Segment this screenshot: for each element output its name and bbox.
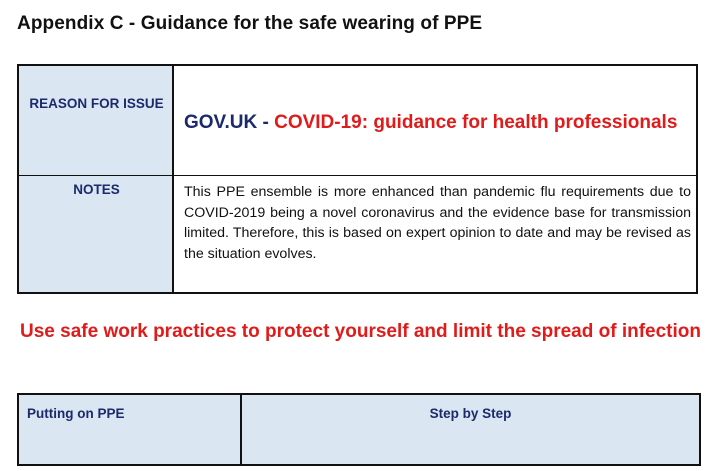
step-by-step-header: Step by Step: [429, 406, 512, 421]
steps-table: [17, 393, 701, 466]
row-divider: [19, 175, 696, 176]
putting-on-ppe-header: Putting on PPE: [27, 406, 125, 421]
reason-for-issue-label: REASON FOR ISSUE: [29, 96, 164, 111]
notes-label: NOTES: [73, 182, 120, 197]
info-table: [17, 64, 698, 294]
govuk-link[interactable]: GOV.UK: [184, 112, 258, 133]
notes-text: This PPE ensemble is more enhanced than pandemic flu requirements due to COVID-2019 being a novel coronavirus and the evidence base for transmission limited. Therefore, this is based on expert opinion to date and may be revised as the situation evolves.: [184, 184, 691, 262]
reason-for-issue-value: [184, 109, 684, 137]
guidance-title-link[interactable]: COVID-19: guidance for health professionals: [274, 112, 678, 133]
page-title: Appendix C - Guidance for the safe wearing of PPE: [17, 13, 483, 34]
reason-separator: -: [257, 112, 275, 133]
safety-banner: Use safe work practices to protect yourself and limit the spread of infection: [20, 321, 701, 342]
